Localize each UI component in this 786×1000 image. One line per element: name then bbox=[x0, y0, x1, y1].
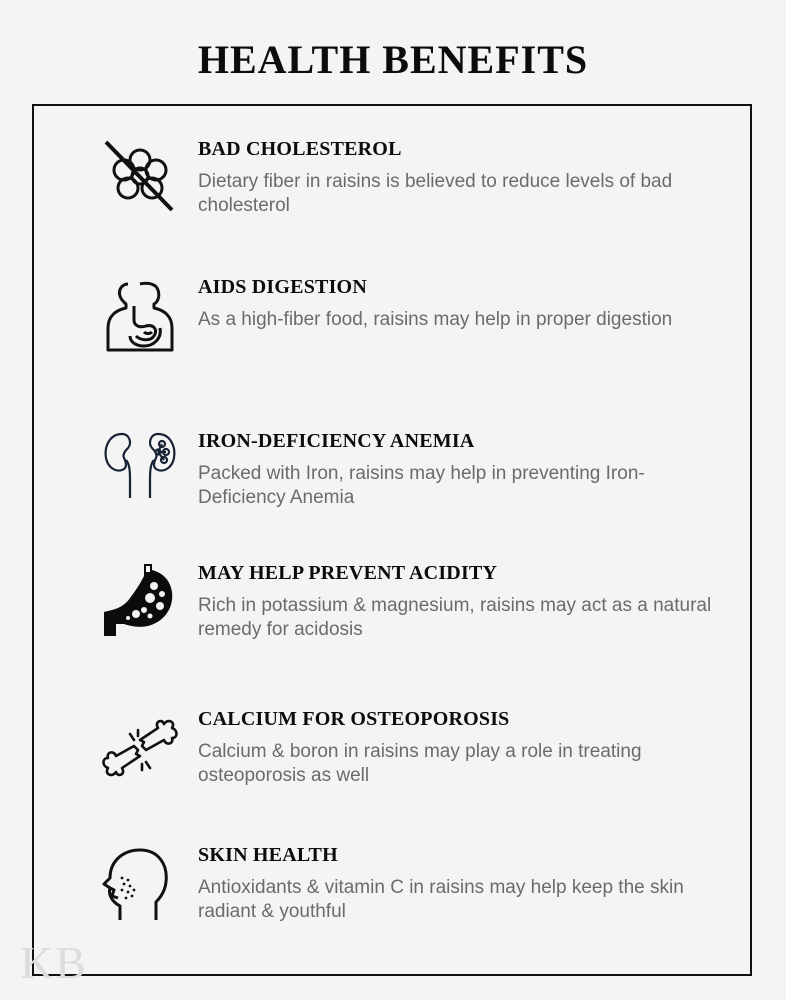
benefit-description: As a high-fiber food, raisins may help in proper digestion bbox=[198, 309, 673, 330]
benefit-item-skin-health bbox=[0, 844, 786, 944]
kidney-icon bbox=[100, 430, 180, 510]
benefit-item-prevent-acidity bbox=[0, 562, 786, 662]
benefit-heading: IRON-DEFICIENCY ANEMIA bbox=[198, 430, 475, 452]
benefit-heading: CALCIUM FOR OSTEOPOROSIS bbox=[198, 708, 510, 730]
no-cholesterol-icon bbox=[100, 138, 180, 218]
benefit-heading: MAY HELP PREVENT ACIDITY bbox=[198, 562, 498, 584]
benefit-heading: BAD CHOLESTEROL bbox=[198, 138, 402, 160]
stomach-acid-icon bbox=[100, 562, 180, 642]
digestive-system-icon bbox=[100, 276, 180, 356]
benefit-heading: AIDS DIGESTION bbox=[198, 276, 367, 298]
benefit-item-bad-cholesterol bbox=[0, 138, 786, 238]
page-title: HEALTH BENEFITS bbox=[197, 37, 589, 82]
benefit-description: Packed with Iron, raisins may help in preventing Iron-Deficiency Anemia bbox=[198, 463, 645, 508]
benefit-item-aids-digestion bbox=[0, 276, 786, 376]
benefit-description: Dietary fiber in raisins is believed to reduce levels of bad cholesterol bbox=[198, 171, 673, 216]
benefit-description: Calcium & boron in raisins may play a role in treating osteoporosis as well bbox=[198, 741, 642, 786]
brand-watermark-logo: KB bbox=[20, 937, 88, 988]
benefit-description: Antioxidants & vitamin C in raisins may help keep the skin radiant & youthful bbox=[198, 877, 684, 922]
benefit-description: Rich in potassium & magnesium, raisins may act as a natural remedy for acidosis bbox=[198, 595, 712, 640]
benefit-heading: SKIN HEALTH bbox=[198, 844, 338, 866]
face-skin-icon bbox=[100, 844, 180, 924]
benefit-item-iron-deficiency-anemia bbox=[0, 430, 786, 530]
broken-bone-icon bbox=[100, 708, 180, 788]
benefit-item-calcium-osteoporosis bbox=[0, 708, 786, 808]
